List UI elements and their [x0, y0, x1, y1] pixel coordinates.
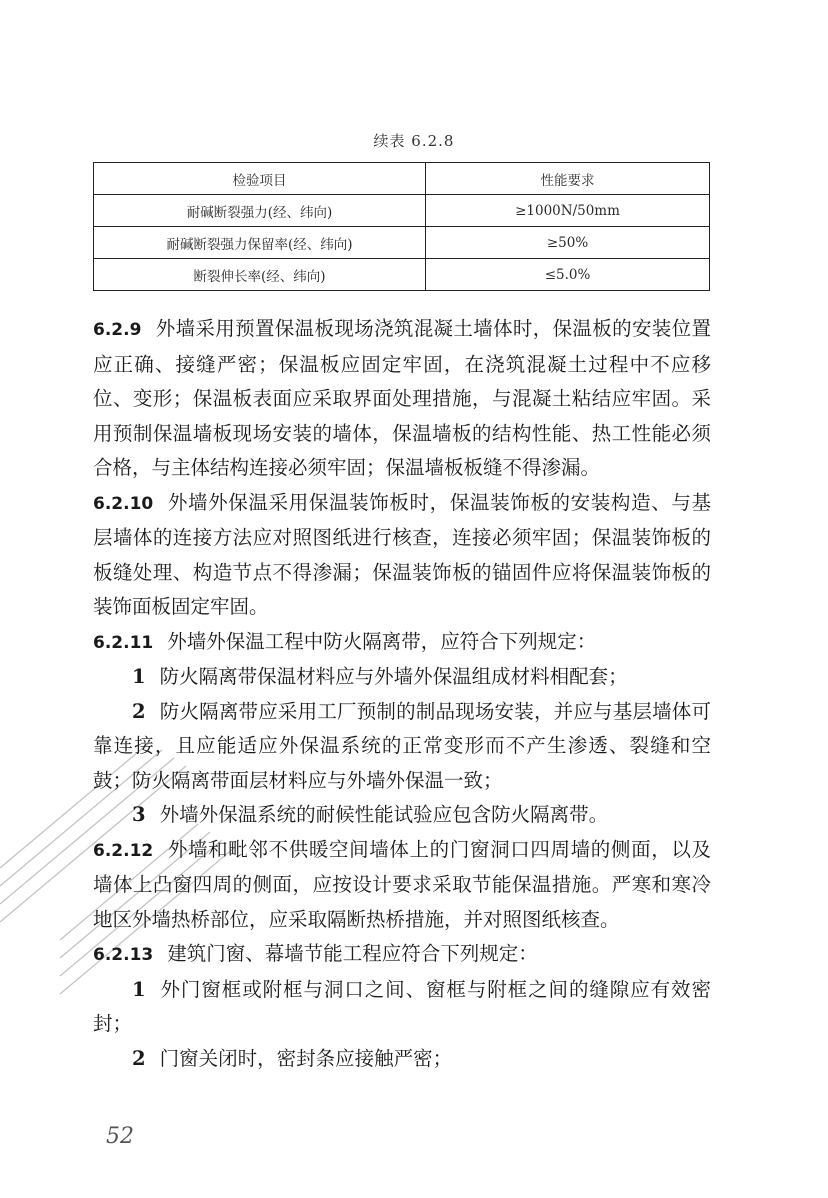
- table-cell: ≥1000N/50mm: [426, 195, 710, 227]
- list-item: [93, 660, 711, 695]
- clause-number: 6.2.11: [93, 632, 154, 653]
- clause-6-2-13: [93, 937, 711, 973]
- item-number: 3: [132, 803, 146, 826]
- clause-text: 外墙外保温采用保温装饰板时，保温装饰板的安装构造、与基层墙体的连接方法应对照图纸进行核查，连接必须牢固；保温装饰板的板缝处理、构造节点不得渗漏；保温装饰板的锚固件应将保温装饰板的装饰面板固定牢固。: [93, 490, 711, 618]
- table-cell: ≥50%: [426, 227, 710, 259]
- clause-number: 6.2.9: [93, 320, 142, 340]
- item-text: 门窗关闭时，密封条应接触严密；: [159, 1046, 453, 1070]
- clause-number: 6.2.10: [93, 493, 154, 514]
- item-number: 1: [132, 977, 146, 1001]
- clause-text: 外墙外保温工程中防火隔离带，应符合下列规定：: [167, 629, 597, 653]
- item-number: 2: [132, 699, 146, 723]
- clause-number: 6.2.13: [93, 945, 154, 965]
- item-text: 防火隔离带保温材料应与外墙外保温组成材料相配套；: [159, 665, 628, 688]
- clause-6-2-11: [93, 625, 711, 661]
- item-number: 2: [132, 1046, 146, 1070]
- list-item: [93, 695, 711, 799]
- item-number: 1: [132, 665, 146, 688]
- list-item: [93, 798, 711, 833]
- clause-text: 外墙和毗邻不供暖空间墙体上的门窗洞口四周墙的侧面，以及墙体上凸窗四周的侧面，应按设计要求采取节能保温措施。严寒和寒冷地区外墙热桥部位，应采取隔断热桥措施，并对照图纸核查。: [93, 837, 711, 931]
- clause-6-2-12: [93, 833, 711, 938]
- clause-number: 6.2.12: [93, 840, 154, 861]
- spec-table: [93, 162, 710, 291]
- header-performance-requirement: 性能要求: [426, 163, 710, 195]
- table-row: [94, 195, 710, 227]
- table-caption: 续表 6.2.8: [373, 132, 455, 150]
- table-header-row: [94, 163, 710, 195]
- table-cell: 耐碱断裂强力保留率(经、纬向): [94, 227, 426, 259]
- table-row: [94, 227, 710, 259]
- clause-text: 外墙采用预置保温板现场浇筑混凝土墙体时，保温板的安装位置应正确、接缝严密；保温板应固定牢固，在浇筑混凝土过程中不应移位、变形；保温板表面应采取界面处理措施，与混凝土粘结应牢固。采用预制保温墙板现场安装的墙体，保温墙板的结构性能、热工性能必须合格，与主体结构连接必须牢固；保温墙板板缝不得渗漏。: [93, 317, 711, 479]
- clause-text: 建筑门窗、幕墙节能工程应符合下列规定：: [167, 942, 538, 965]
- clause-6-2-9: [93, 312, 711, 486]
- body-text: [93, 312, 711, 1076]
- item-text: 外墙外保温系统的耐候性能试验应包含防火隔离带。: [159, 803, 609, 826]
- table-cell: 断裂伸长率(经、纬向): [94, 259, 426, 291]
- item-text: 外门窗框或附框与洞口之间、窗框与附框之间的缝隙应有效密封；: [93, 977, 711, 1035]
- header-inspection-item: 检验项目: [94, 163, 426, 195]
- table-cell: ≤5.0%: [426, 259, 710, 291]
- clause-6-2-10: [93, 486, 711, 625]
- table-cell: 耐碱断裂强力(经、纬向): [94, 195, 426, 227]
- item-text: 防火隔离带应采用工厂预制的制品现场安装，并应与基层墙体可靠连接，且应能适应外保温系统的正常变形而不产生渗透、裂缝和空鼓；防火隔离带面层材料应与外墙外保温一致；: [93, 699, 711, 792]
- table-row: [94, 259, 710, 291]
- page-number: 52: [106, 1124, 134, 1149]
- list-item: [93, 973, 711, 1042]
- list-item: [93, 1042, 711, 1077]
